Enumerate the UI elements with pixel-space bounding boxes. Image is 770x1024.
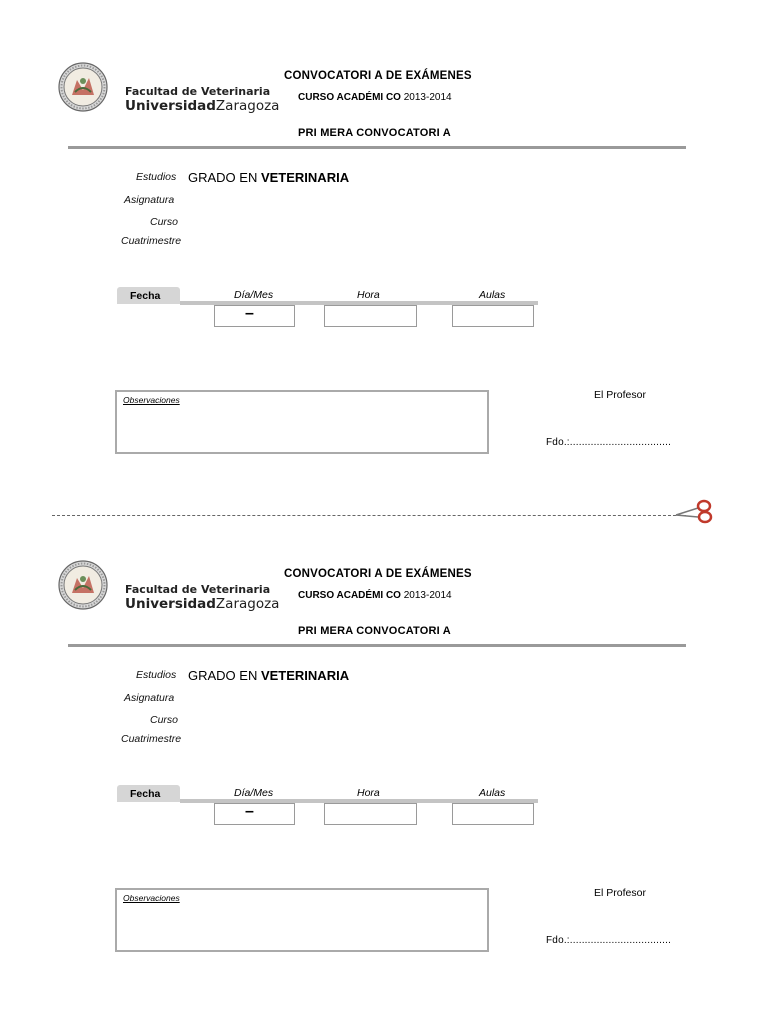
hora-header: Hora — [357, 787, 380, 799]
convocatoria-name: PRI MERA CONVOCATORI A — [298, 127, 451, 139]
faculty-name: Facultad de Veterinaria — [125, 583, 271, 596]
convocatoria-title: CONVOCATORI A DE EXÁMENES — [284, 568, 472, 580]
curso-label: Curso — [150, 216, 179, 228]
signature-line: Fdo.:.................................. — [546, 935, 672, 946]
estudios-value: GRADO EN VETERINARIA — [188, 170, 350, 185]
exam-form-top — [0, 0, 770, 480]
profesor-label: El Profesor — [594, 389, 646, 401]
convocatoria-title: CONVOCATORI A DE EXÁMENES — [284, 70, 472, 82]
curso-label: Curso — [150, 714, 179, 726]
aulas-header: Aulas — [479, 289, 506, 301]
hora-field[interactable] — [324, 803, 417, 825]
course-year: CURSO ACADÉMI CO 2013-2014 — [298, 92, 452, 103]
dia-mes-field[interactable] — [214, 803, 295, 825]
aulas-field[interactable] — [452, 305, 534, 327]
university-name: UniversidadZaragoza — [125, 596, 280, 612]
signature-line: Fdo.:.................................. — [546, 437, 672, 448]
asignatura-label: Asignatura — [124, 194, 175, 206]
dia-mes-header: Día/Mes — [234, 289, 274, 301]
fecha-tab: Fecha — [117, 785, 180, 802]
faculty-name: Facultad de Veterinaria — [125, 85, 271, 98]
hora-field[interactable] — [324, 305, 417, 327]
observaciones-field[interactable] — [115, 390, 489, 454]
dia-mes-value: – — [245, 803, 254, 820]
estudios-value: GRADO EN VETERINARIA — [188, 668, 350, 683]
estudios-label: Estudios — [136, 171, 177, 183]
cuatrimestre-label: Cuatrimestre — [121, 235, 182, 247]
header-rule — [68, 644, 686, 647]
estudios-label: Estudios — [136, 669, 177, 681]
observaciones-field[interactable] — [115, 888, 489, 952]
observaciones-label: Observaciones — [123, 893, 180, 903]
university-seal-icon — [58, 62, 108, 112]
university-seal-icon — [58, 560, 108, 610]
header-rule — [68, 146, 686, 149]
profesor-label: El Profesor — [594, 887, 646, 899]
exam-form-bottom — [0, 498, 770, 978]
aulas-header: Aulas — [479, 787, 506, 799]
course-year: CURSO ACADÉMI CO 2013-2014 — [298, 590, 452, 601]
fecha-tab: Fecha — [117, 287, 180, 304]
dia-mes-value: – — [245, 305, 254, 322]
hora-header: Hora — [357, 289, 380, 301]
dia-mes-field[interactable] — [214, 305, 295, 327]
observaciones-label: Observaciones — [123, 395, 180, 405]
aulas-field[interactable] — [452, 803, 534, 825]
dia-mes-header: Día/Mes — [234, 787, 274, 799]
university-name: UniversidadZaragoza — [125, 98, 280, 114]
cuatrimestre-label: Cuatrimestre — [121, 733, 182, 745]
convocatoria-name: PRI MERA CONVOCATORI A — [298, 625, 451, 637]
asignatura-label: Asignatura — [124, 692, 175, 704]
